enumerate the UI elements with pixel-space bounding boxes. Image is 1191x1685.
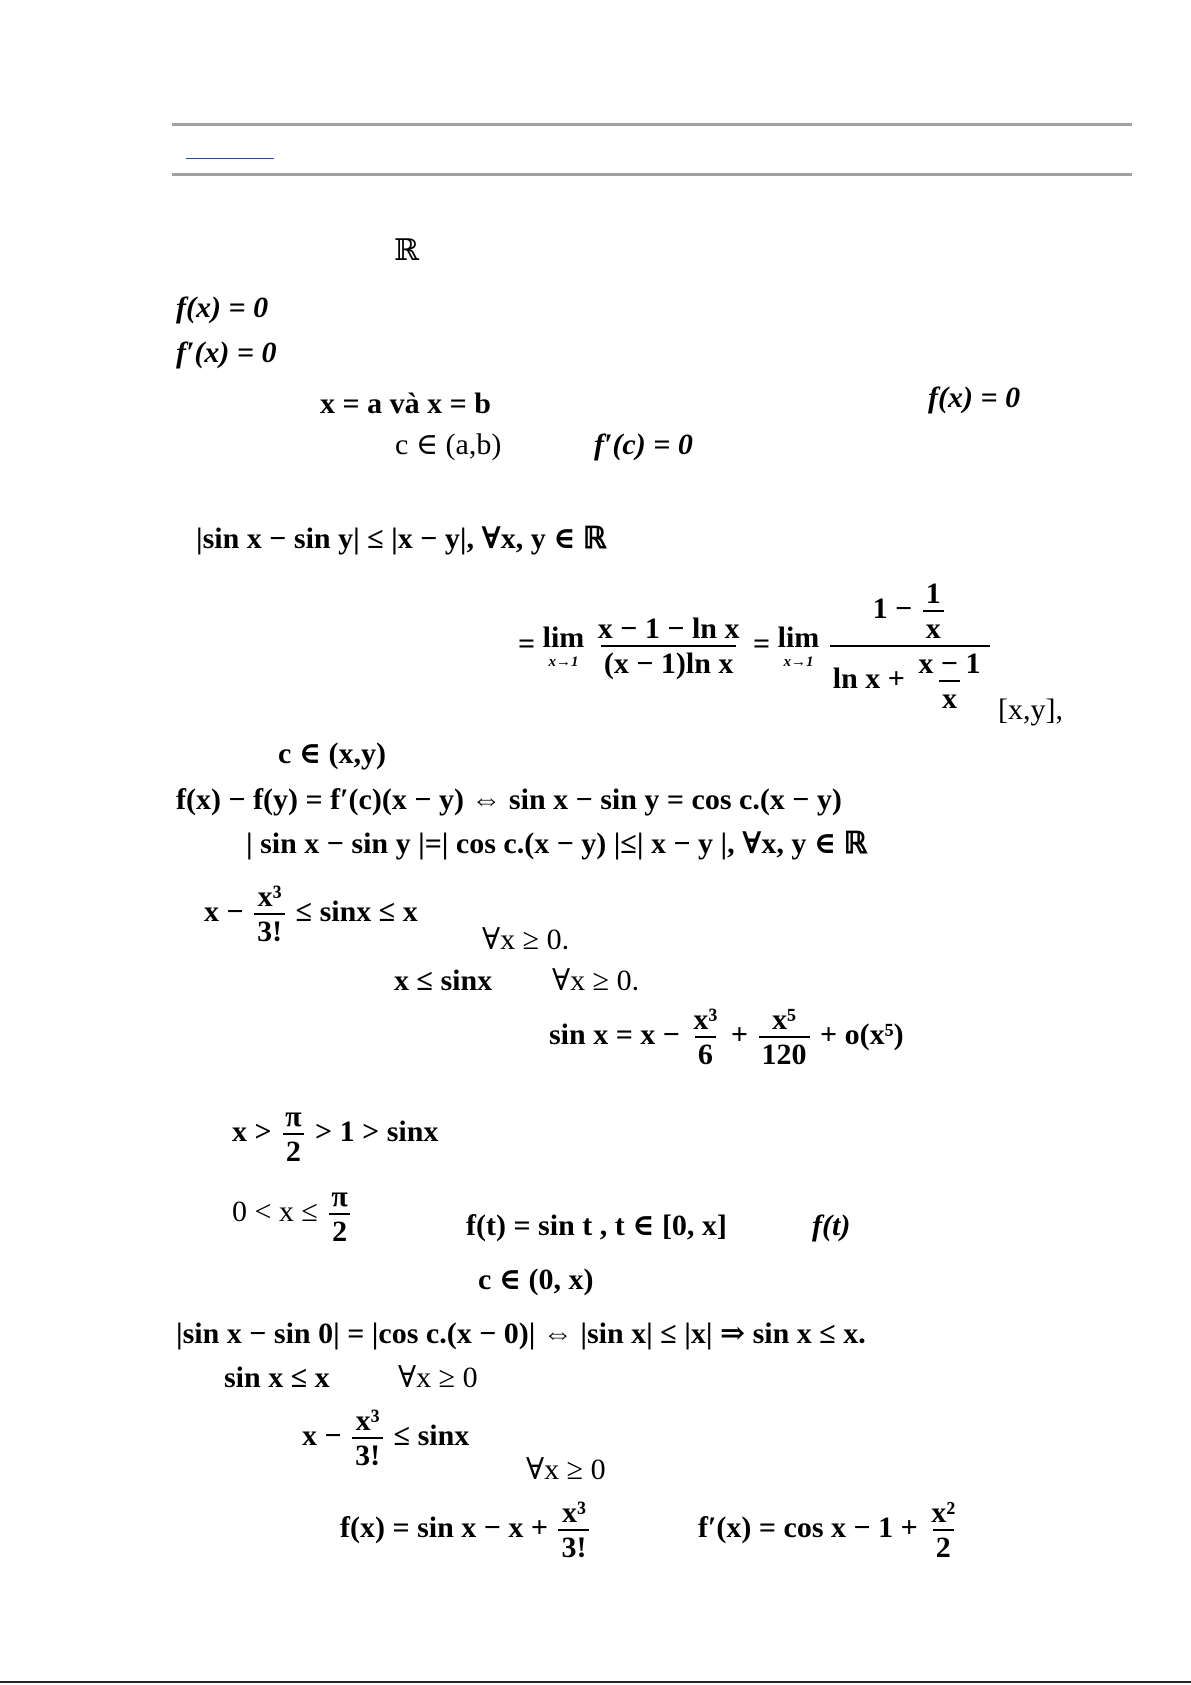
formula-c-in-xy: c ∈ (x,y) xyxy=(278,737,387,770)
formula-lower-bound-den: 3! xyxy=(352,1437,383,1472)
formula-taylor-bound xyxy=(204,880,418,948)
formula-taylor-bound-num: x³ xyxy=(257,880,282,913)
limit-inner-frac-2-num: x − 1 xyxy=(918,647,981,680)
limit-2-sub: x→1 xyxy=(783,653,814,670)
formula-lower-bound-num: x³ xyxy=(355,1404,380,1437)
interval-xy: [x,y], xyxy=(998,693,1063,726)
formula-f-prime-def-frac xyxy=(928,1496,958,1564)
formula-f-prime-x-zero: f′(x) = 0 xyxy=(176,336,277,369)
second-rule xyxy=(172,173,1132,176)
formula-x-le-sinx: x ≤ sinx xyxy=(394,964,493,997)
formula-taylor-bound-post: ≤ sinx ≤ x xyxy=(295,894,418,928)
limit-fraction-1-den: (x − 1)ln x xyxy=(601,645,737,680)
formula-sin-series-num-2: x⁵ xyxy=(772,1003,796,1036)
formula-f-prime-def-num: x² xyxy=(931,1496,956,1529)
formula-sin-series-frac-1 xyxy=(690,1003,720,1071)
formula-sin-series-num-1: x³ xyxy=(693,1003,718,1036)
formula-zero-x-pi xyxy=(232,1180,354,1248)
formula-lower-bound-frac xyxy=(352,1404,383,1472)
limit-inner-frac-2 xyxy=(915,647,983,715)
formula-forall-2: ∀x ≥ 0. xyxy=(552,964,640,997)
formula-abs-inequality: | sin x − sin y |=| cos c.(x − y) |≤| x − y |, ∀x, y ∈ ℝ xyxy=(246,827,868,860)
formula-f-x-zero-right: f(x) = 0 xyxy=(928,381,1021,414)
formula-f-def-num: x³ xyxy=(561,1496,586,1529)
bottom-edge-line xyxy=(0,1681,1191,1683)
limit-1-sub: x→1 xyxy=(548,653,579,670)
formula-f-t: f(t) xyxy=(812,1209,851,1242)
limit-inner-frac-1-num: 1 xyxy=(925,577,941,610)
formula-sin-series-den-1: 6 xyxy=(695,1036,716,1071)
limit-1 xyxy=(542,620,585,670)
limit-fraction-1 xyxy=(595,612,743,680)
link-underline[interactable] xyxy=(186,158,274,159)
limit-fraction-2-den-a: ln x + xyxy=(832,661,905,695)
formula-pi-bound-frac xyxy=(282,1100,304,1168)
formula-forall-3: ∀x ≥ 0 xyxy=(398,1361,478,1394)
limit-2-word: lim xyxy=(777,620,820,654)
limit-fraction-2-num xyxy=(870,577,950,645)
limit-inner-frac-1 xyxy=(923,577,944,645)
formula-sin-series-den-2: 120 xyxy=(759,1036,810,1071)
reals-symbol: ℝ xyxy=(394,234,419,267)
formula-sin-series-post: + o(x⁵) xyxy=(820,1017,904,1051)
formula-sin-abs-chain: |sin x − sin 0| = |cos c.(x − 0)| ⇔ |sin x| ≤ |x| ⇒ sin x ≤ x. xyxy=(176,1317,866,1350)
formula-taylor-bound-den: 3! xyxy=(254,913,285,948)
formula-pi-bound-num: π xyxy=(285,1100,302,1133)
formula-f-prime-def-den: 2 xyxy=(933,1529,954,1564)
limit-eq1: = xyxy=(518,626,536,660)
formula-lower-bound xyxy=(302,1404,469,1472)
formula-forall-4: ∀x ≥ 0 xyxy=(526,1453,606,1486)
formula-pi-bound-den: 2 xyxy=(283,1133,304,1168)
formula-sin-series xyxy=(549,1003,904,1071)
limit-1-word: lim xyxy=(542,620,585,654)
limit-inner-frac-2-den: x xyxy=(939,680,960,715)
formula-sinx-le-x: sin x ≤ x xyxy=(224,1361,330,1394)
formula-f-prime-def xyxy=(698,1496,961,1564)
formula-sin-series-frac-2 xyxy=(759,1003,810,1071)
limit-eq2: = xyxy=(753,626,771,660)
formula-zero-x-pi-den: 2 xyxy=(329,1213,350,1248)
limit-2 xyxy=(777,620,820,670)
formula-f-x-zero: f(x) = 0 xyxy=(176,291,269,324)
formula-f-def-den: 3! xyxy=(558,1529,589,1564)
limit-fraction-2 xyxy=(830,577,990,715)
formula-pi-bound-pre: x > xyxy=(232,1114,272,1148)
formula-lower-bound-pre: x − xyxy=(302,1418,342,1452)
formula-sin-inequality: |sin x − sin y| ≤ |x − y|, ∀x, y ∈ ℝ xyxy=(196,522,607,555)
formula-sin-series-pre: sin x = x − xyxy=(549,1017,680,1051)
limit-fraction-1-num: x − 1 − ln x xyxy=(597,612,740,645)
limit-fraction-2-num-a: 1 − xyxy=(872,591,913,625)
formula-taylor-bound-pre: x − xyxy=(204,894,244,928)
top-rule xyxy=(172,123,1132,126)
formula-zero-x-pi-num: π xyxy=(331,1180,348,1213)
formula-f-def-pre: f(x) = sin x − x + xyxy=(340,1510,548,1544)
formula-c-in-ab: c ∈ (a,b) xyxy=(395,428,502,461)
formula-lower-bound-post: ≤ sinx xyxy=(393,1418,470,1452)
formula-x-a-x-b: x = a và x = b xyxy=(320,387,491,420)
formula-zero-x-pi-pre: 0 < x ≤ xyxy=(232,1194,318,1228)
limit-expression xyxy=(518,577,993,715)
formula-zero-x-pi-frac xyxy=(328,1180,350,1248)
formula-sin-series-plus: + xyxy=(730,1017,748,1051)
formula-f-t-sin-t: f(t) = sin t , t ∈ [0, x] xyxy=(466,1209,727,1242)
limit-inner-frac-1-den: x xyxy=(923,610,944,645)
formula-mean-value: f(x) − f(y) = f′(c)(x − y) ⇔ sin x − sin y = cos c.(x − y) xyxy=(176,783,842,816)
formula-taylor-bound-frac xyxy=(254,880,285,948)
formula-pi-bound xyxy=(232,1100,438,1168)
formula-f-prime-def-pre: f′(x) = cos x − 1 + xyxy=(698,1510,918,1544)
formula-forall-1: ∀x ≥ 0. xyxy=(482,923,570,956)
formula-f-def xyxy=(340,1496,592,1564)
limit-fraction-2-den xyxy=(830,645,990,715)
formula-pi-bound-post: > 1 > sinx xyxy=(315,1114,439,1148)
formula-f-prime-c-zero: f′(c) = 0 xyxy=(594,428,693,461)
formula-f-def-frac xyxy=(558,1496,589,1564)
formula-c-in-0x: c ∈ (0, x) xyxy=(478,1263,594,1296)
